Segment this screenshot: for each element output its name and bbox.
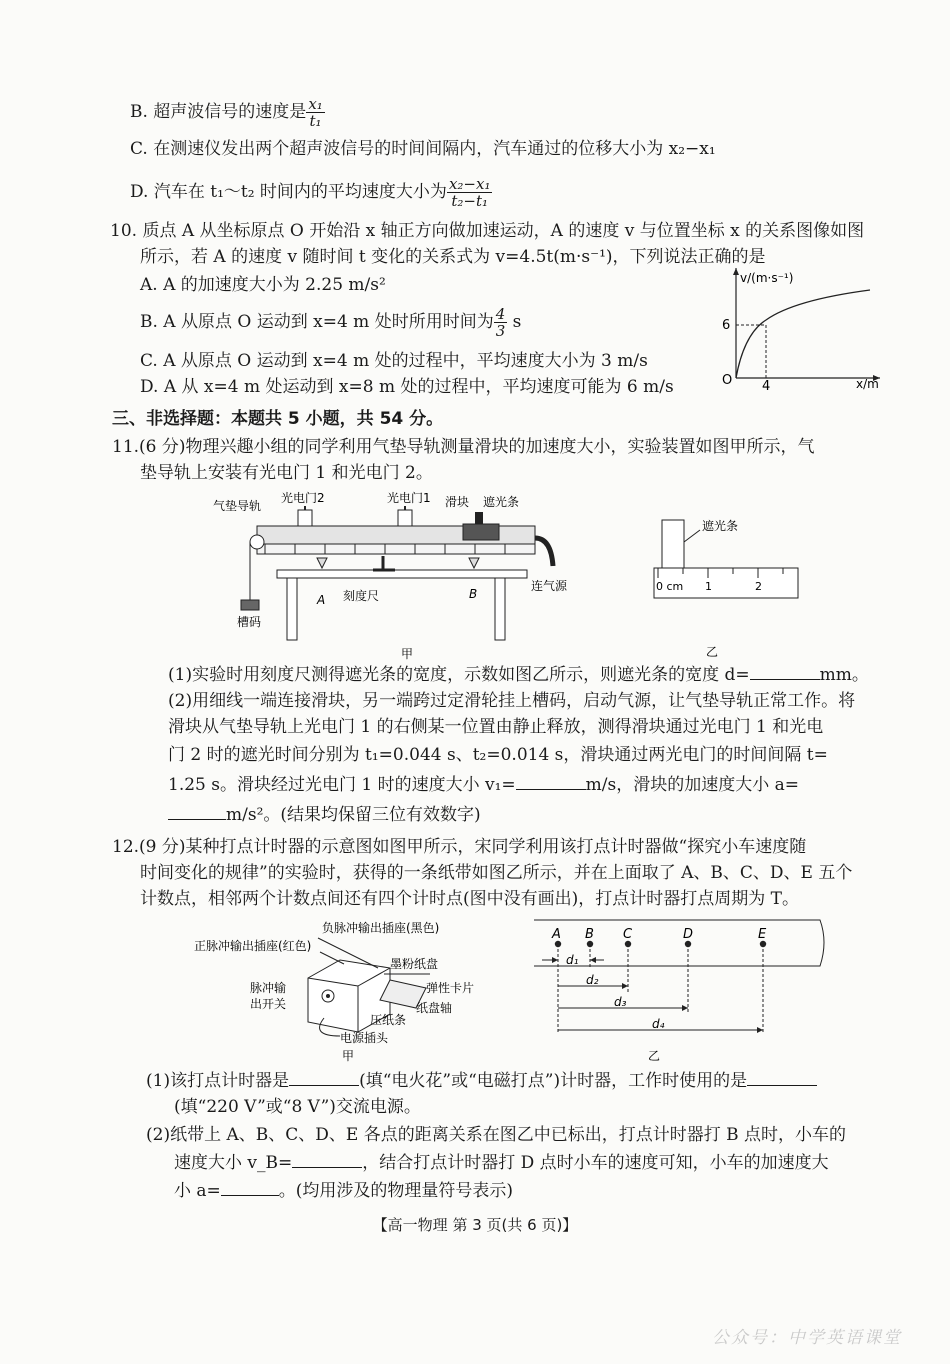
q12-label-card: 弹性卡片	[426, 981, 475, 995]
q12-stem-line3: 计数点，相邻两个计数点间还有四个计时点(图中没有画出)，打点计时器打点周期为 T。	[140, 889, 800, 909]
q11-part2-line5: m/s²。(结果均保留三位有效数字)	[168, 804, 481, 826]
q12-dist-d4: d₄	[652, 1017, 665, 1031]
q12-part1-line1: (1)该打点计时器是 (填“电火花”或“电磁打点”)计时器，工作时使用的是	[146, 1070, 817, 1092]
q12-label-press: 压纸条	[370, 1013, 407, 1027]
page-footer: 【高一物理 第 3 页(共 6 页)】	[372, 1216, 578, 1234]
q11-label-strip: 遮光条	[483, 495, 520, 509]
q11-figure-jia	[205, 486, 605, 666]
q11-part2-line2: 滑块从气垫导轨上光电门 1 的右侧某一位置由静止释放，测得滑块通过光电门 1 和光电	[168, 717, 824, 737]
q11-label-weight: 槽码	[237, 615, 262, 629]
q10-graph-ymark: 6	[722, 318, 731, 333]
q11-label-slider: 滑块	[445, 495, 470, 509]
q11-label-cm0: 0 cm	[656, 580, 684, 593]
q12-blank-vb[interactable]	[292, 1153, 362, 1168]
q11-label-cm1: 1	[705, 580, 712, 593]
q11-label-a: A	[317, 593, 326, 607]
q12-caption-jia: 甲	[342, 1049, 355, 1063]
watermark: 公众号：中学英语课堂	[712, 1328, 902, 1348]
q10-stem-line1: 10. 质点 A 从坐标原点 O 开始沿 x 轴正方向做加速运动，A 的速度 v 与位置坐标 x 的关系图像如图	[110, 221, 865, 241]
q12-point-c: C	[623, 927, 633, 942]
q11-label-air: 连气源	[531, 579, 568, 593]
q10-graph-origin: O	[722, 373, 733, 388]
q12-figure-jia	[190, 918, 490, 1064]
q12-label-axle: 纸盘轴	[416, 1001, 453, 1015]
q10-vx-graph	[710, 262, 890, 390]
q9-option-b: B. 超声波信号的速度是 $\frac{\text{x₁}}{\text{t₁}}$	[130, 95, 323, 130]
q11-label-ruler: 刻度尺	[343, 589, 380, 603]
q12-part1-line2: (填“220 V”或“8 V”)交流电源。	[174, 1097, 421, 1117]
q11-stem-line1: 11.(6 分)物理兴趣小组的同学利用气垫导轨测量滑块的加速度大小，实验装置如图甲所示，气	[112, 437, 815, 457]
q11-part1: (1)实验时用刻度尺测得遮光条的宽度，示数如图乙所示，则遮光条的宽度 d= mm。	[168, 665, 869, 685]
q11-label-rail: 气垫导轨	[213, 499, 262, 513]
q11-caption-jia: 甲	[401, 647, 414, 661]
q12-label-plug: 电源插头	[340, 1031, 389, 1045]
q11-part2-line3: 门 2 时的遮光时间分别为 t₁=0.044 s、t₂=0.014 s，滑块通过两光电门的时间间隔 t=	[168, 745, 828, 765]
q12-dist-d3: d₃	[614, 995, 627, 1009]
q12-point-a: A	[552, 927, 561, 942]
q10-option-a: A. A 的加速度大小为 2.25 m/s²	[140, 275, 386, 295]
section-3-title: 三、非选择题：本题共 5 小题，共 54 分。	[112, 409, 444, 429]
q10-graph-xlabel: x/m	[856, 377, 879, 390]
q12-stem-line2: 时间变化的规律”的实验时，获得的一条纸带如图乙所示，并在上面取了 A、B、C、D、E 五个	[140, 863, 853, 883]
q11-part2-line1: (2)用细线一端连接滑块，另一端跨过定滑轮挂上槽码，启动气源，让气垫导轨正常工作。将	[168, 691, 856, 711]
q12-part2-line1: (2)纸带上 A、B、C、D、E 各点的距离关系在图乙中已标出，打点计时器打 B 点时，小车的	[146, 1125, 847, 1145]
q11-caption-yi: 乙	[706, 645, 719, 659]
q11-blank-v1[interactable]	[516, 775, 586, 790]
q12-label-ink: 墨粉纸盘	[390, 957, 439, 971]
q9-option-c: C. 在测速仪发出两个超声波信号的时间间隔内，汽车通过的位移大小为 x₂−x₁	[130, 139, 716, 159]
q12-part2-line2: 速度大小 v_B= ，结合打点计时器打 D 点时小车的速度可知，小车的加速度大	[174, 1153, 829, 1173]
q11-blank-a[interactable]	[168, 805, 226, 820]
q11-label-b: B	[469, 587, 478, 601]
q11-label-gate1: 光电门1	[387, 491, 431, 505]
q10-stem-line2: 所示，若 A 的速度 v 随时间 t 变化的关系式为 v=4.5t(m·s⁻¹)，下列说法正确的是	[140, 247, 766, 267]
q10-graph-xmark: 4	[762, 379, 771, 390]
q12-label-pulse1: 脉冲输	[250, 981, 287, 995]
q9-option-d: D. 汽车在 t₁～t₂ 时间内的平均速度大小为 $\frac{\text{x₂−x₁}}{\text{t₂−t₁}}$	[130, 175, 491, 210]
q12-blank-type[interactable]	[289, 1071, 359, 1086]
q12-dist-d2: d₂	[586, 973, 599, 987]
q11-part2-line4: 1.25 s。滑块经过光电门 1 时的速度大小 v₁= m/s，滑块的加速度大小 a=	[168, 775, 800, 795]
q12-point-b: B	[585, 927, 594, 942]
q11-label-strip2: 遮光条	[702, 519, 739, 533]
q10-graph-ylabel: v/(m·s⁻¹)	[740, 271, 794, 285]
q12-figure-yi	[528, 914, 838, 1066]
q12-dist-d1: d₁	[566, 953, 579, 967]
q11-blank-d[interactable]	[750, 665, 820, 680]
q11-figure-yi	[650, 510, 810, 660]
q12-part2-line3: 小 a= 。(均用涉及的物理量符号表示)	[174, 1181, 514, 1201]
q12-stem-line1: 12.(9 分)某种打点计时器的示意图如图甲所示，宋同学利用该打点计时器做“探究小车速度随	[112, 837, 807, 857]
q10-option-d: D. A 从 x=4 m 处运动到 x=8 m 处的过程中，平均速度可能为 6 m/s	[140, 377, 674, 397]
q10-option-b: B. A 从原点 O 运动到 x=4 m 处时所用时间为 $\frac{4}{3}$ s	[140, 305, 522, 340]
q12-point-d: D	[683, 927, 694, 942]
q12-blank-voltage[interactable]	[747, 1071, 817, 1086]
q11-label-gate2: 光电门2	[281, 491, 325, 505]
q12-label-neg: 负脉冲输出插座(黑色)	[322, 921, 440, 935]
q12-point-e: E	[758, 927, 767, 942]
q11-stem-line2: 垫导轨上安装有光电门 1 和光电门 2。	[140, 463, 433, 483]
q12-caption-yi: 乙	[648, 1049, 661, 1063]
q12-label-pos: 正脉冲输出插座(红色)	[194, 939, 312, 953]
q12-label-pulse2: 出开关	[250, 997, 287, 1011]
q10-option-c: C. A 从原点 O 运动到 x=4 m 处的过程中，平均速度大小为 3 m/s	[140, 351, 648, 371]
q12-blank-a[interactable]	[221, 1181, 279, 1196]
q11-label-cm2: 2	[755, 580, 762, 593]
